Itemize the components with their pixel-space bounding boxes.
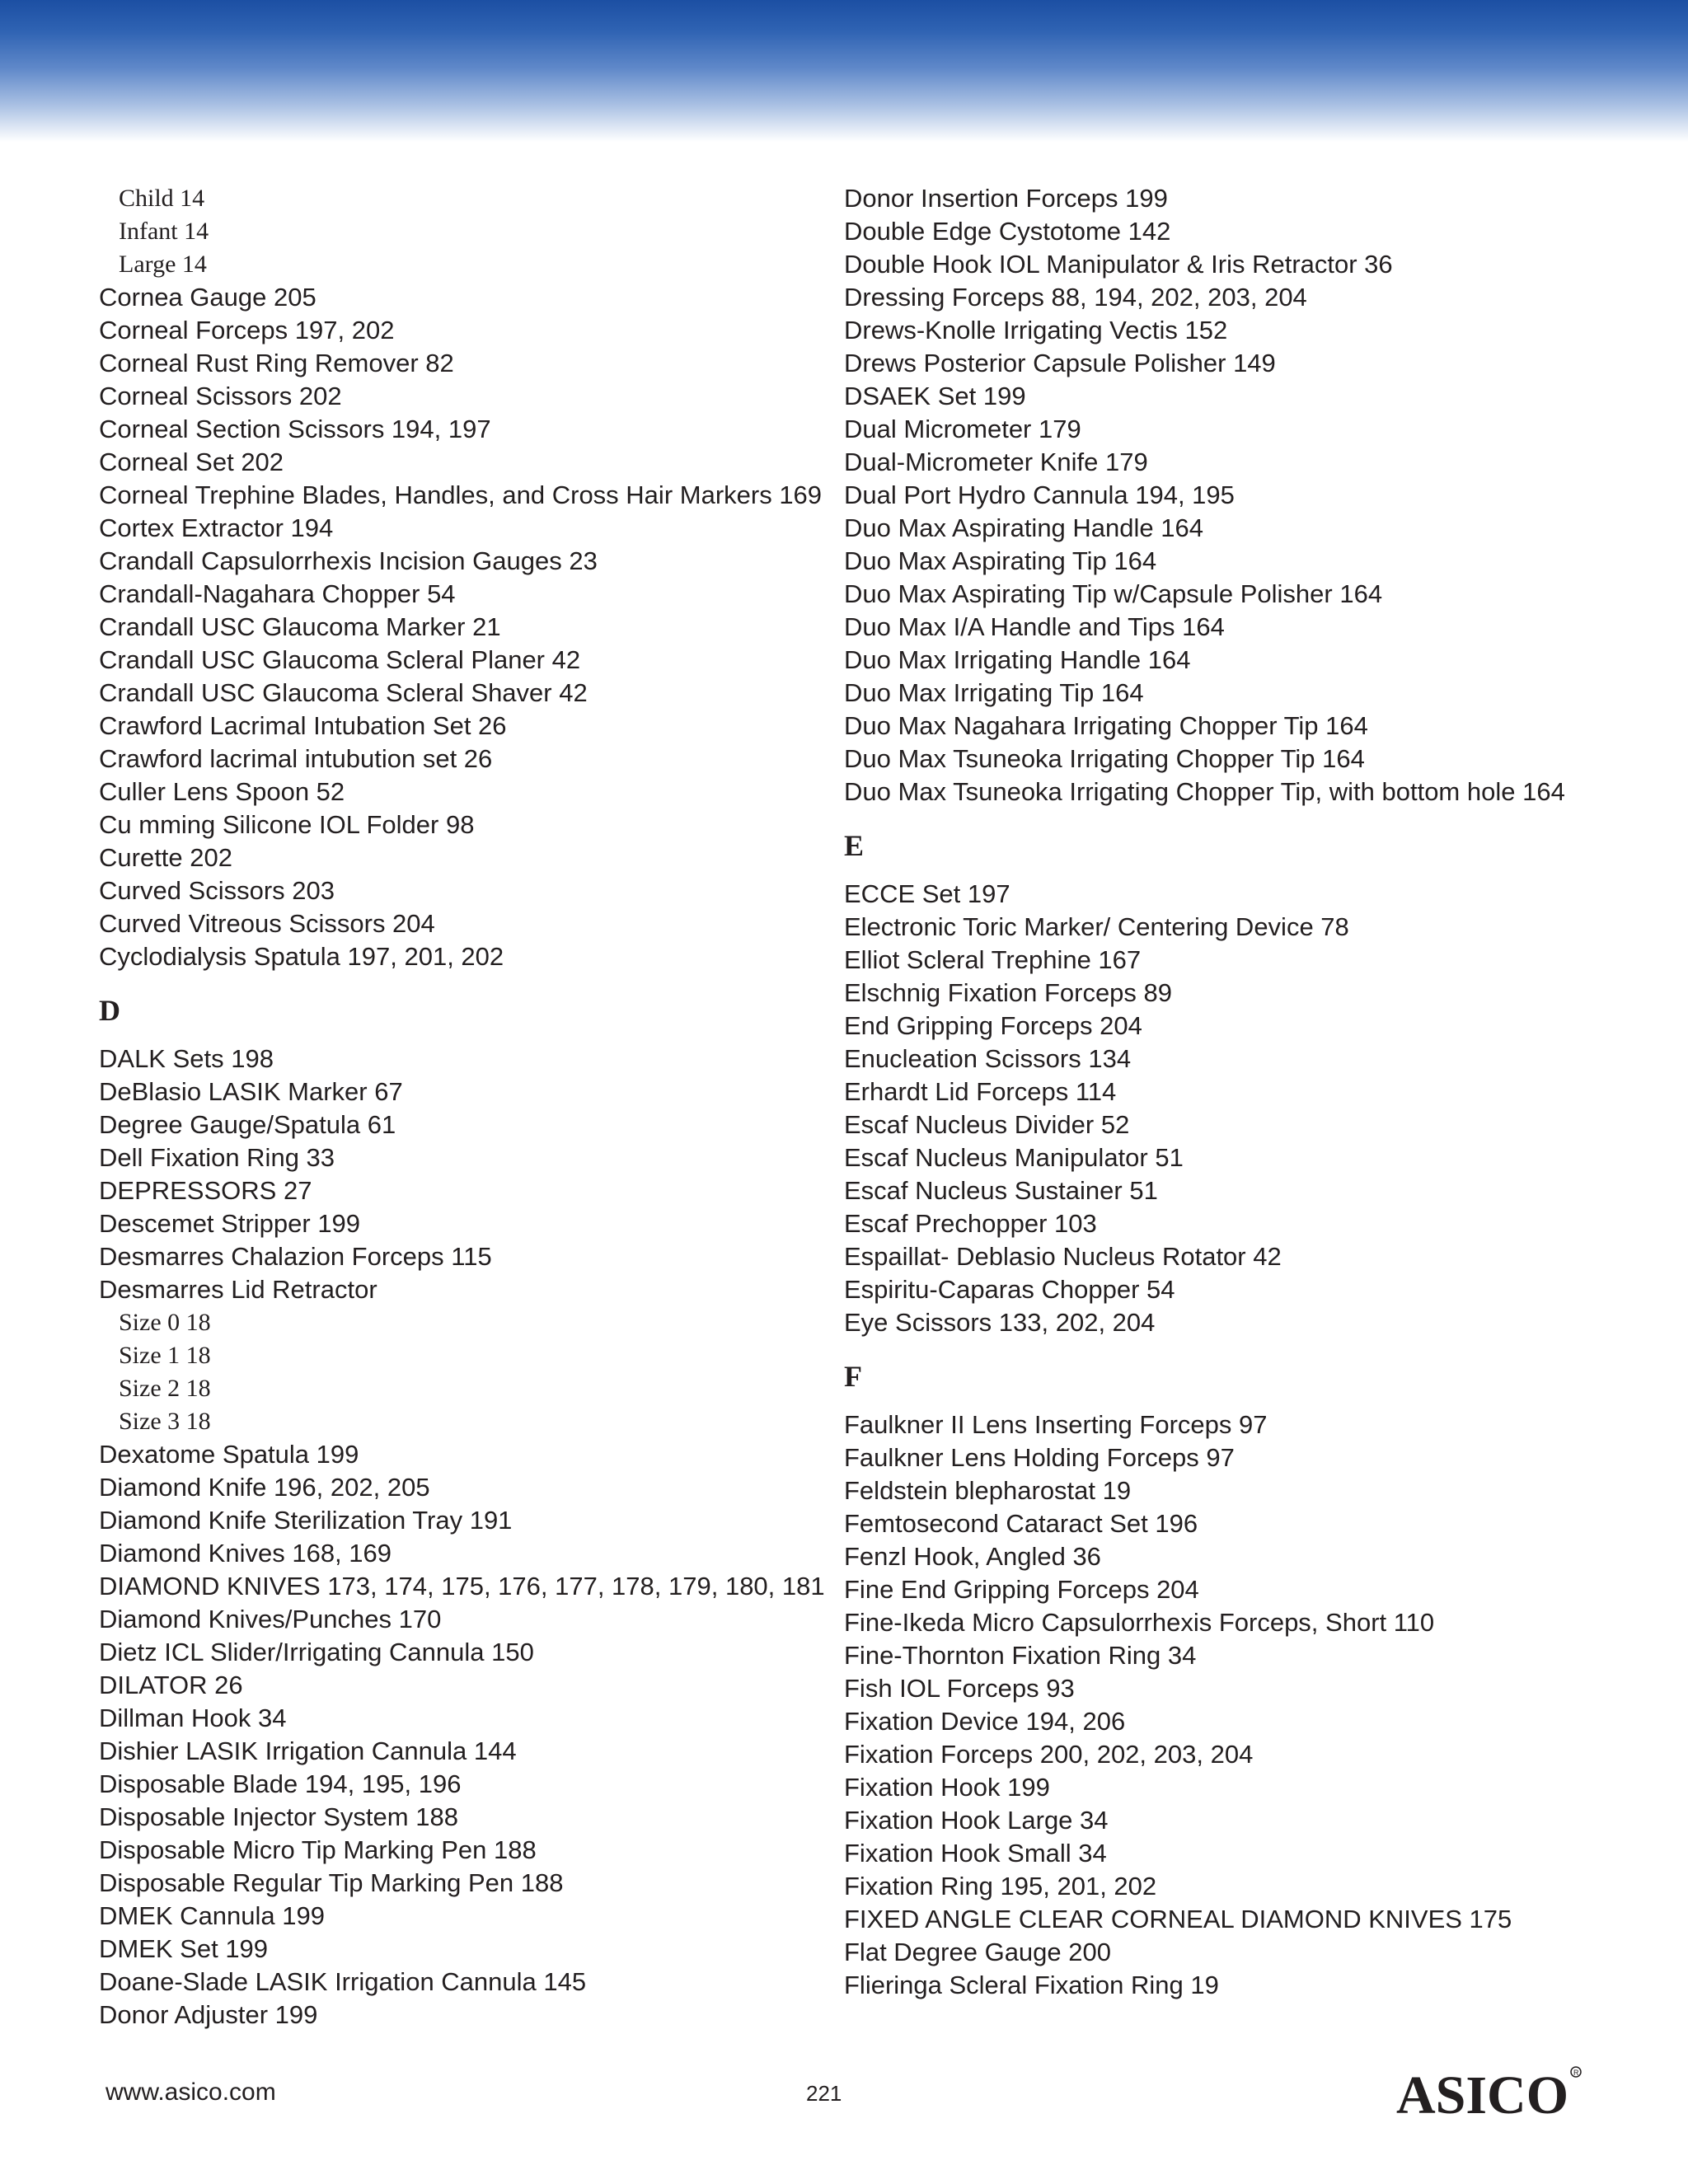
section-letter: F xyxy=(844,1360,862,1393)
index-entry: Fenzl Hook, Angled 36 xyxy=(844,1542,1101,1571)
logo-text: ASICO xyxy=(1396,2065,1569,2125)
index-entry: Fixation Hook Small 34 xyxy=(844,1839,1107,1868)
index-entry: Fixation Ring 195, 201, 202 xyxy=(844,1872,1157,1900)
index-entry: Diamond Knife 196, 202, 205 xyxy=(99,1473,430,1502)
index-entry: DEPRESSORS 27 xyxy=(99,1176,312,1205)
index-entry: Duo Max I/A Handle and Tips 164 xyxy=(844,612,1225,641)
index-entry: Cortex Extractor 194 xyxy=(99,513,334,542)
index-subentry: Child 14 xyxy=(119,185,205,212)
index-entry: Crandall USC Glaucoma Marker 21 xyxy=(99,612,501,641)
index-subentry: Size 1 18 xyxy=(119,1342,211,1369)
index-entry: Duo Max Aspirating Tip w/Capsule Polisher 164 xyxy=(844,579,1383,608)
index-entry: Duo Max Aspirating Tip 164 xyxy=(844,546,1157,575)
index-entry: Corneal Trephine Blades, Handles, and Cross Hair Markers 169 xyxy=(99,480,823,509)
index-entry: Escaf Nucleus Divider 52 xyxy=(844,1110,1130,1139)
asico-logo xyxy=(1393,2060,1582,2126)
index-entry: Desmarres Chalazion Forceps 115 xyxy=(99,1242,492,1271)
header-band xyxy=(0,0,1688,142)
index-subentry: Size 2 18 xyxy=(119,1375,211,1402)
index-entry: Fine End Gripping Forceps 204 xyxy=(844,1575,1199,1604)
index-entry: Fixation Hook Large 34 xyxy=(844,1806,1109,1835)
index-entry: Diamond Knives 168, 169 xyxy=(99,1539,392,1568)
index-entry: Corneal Rust Ring Remover 82 xyxy=(99,349,454,377)
index-entry: DMEK Cannula 199 xyxy=(99,1901,325,1930)
index-entry: Degree Gauge/Spatula 61 xyxy=(99,1110,396,1139)
index-entry: Espiritu-Caparas Chopper 54 xyxy=(844,1275,1175,1304)
index-entry: Corneal Section Scissors 194, 197 xyxy=(99,415,491,443)
index-entry: Faulkner II Lens Inserting Forceps 97 xyxy=(844,1410,1268,1439)
index-entry: DMEK Set 199 xyxy=(99,1934,269,1963)
index-subentry: Size 3 18 xyxy=(119,1408,211,1435)
index-entry: Dexatome Spatula 199 xyxy=(99,1440,359,1469)
index-entry: Donor Adjuster 199 xyxy=(99,2000,318,2029)
index-entry: Dietz ICL Slider/Irrigating Cannula 150 xyxy=(99,1638,534,1666)
index-entry: Corneal Set 202 xyxy=(99,448,284,476)
index-entry: Fine-Thornton Fixation Ring 34 xyxy=(844,1641,1197,1670)
index-entry: Duo Max Tsuneoka Irrigating Chopper Tip 164 xyxy=(844,744,1365,773)
index-entry: Culler Lens Spoon 52 xyxy=(99,777,345,806)
index-entry: Fixation Device 194, 206 xyxy=(844,1707,1126,1736)
index-entry: Cyclodialysis Spatula 197, 201, 202 xyxy=(99,942,504,971)
index-subentry: Size 0 18 xyxy=(119,1309,211,1336)
index-entry: Flat Degree Gauge 200 xyxy=(844,1938,1111,1966)
index-column-left xyxy=(99,182,824,2032)
index-entry: Fixation Forceps 200, 202, 203, 204 xyxy=(844,1740,1254,1769)
index-entry: Cornea Gauge 205 xyxy=(99,283,316,312)
index-entry: DSAEK Set 199 xyxy=(844,382,1026,410)
index-subentry: Infant 14 xyxy=(119,218,209,245)
page-number: 221 xyxy=(806,2081,842,2106)
index-entry: Disposable Blade 194, 195, 196 xyxy=(99,1769,462,1798)
index-entry: Duo Max Irrigating Handle 164 xyxy=(844,645,1191,674)
index-entry: Curved Vitreous Scissors 204 xyxy=(99,909,435,938)
index-entry: Duo Max Aspirating Handle 164 xyxy=(844,513,1203,542)
index-entry: Cu mming Silicone IOL Folder 98 xyxy=(99,810,475,839)
index-entry: Crandall USC Glaucoma Scleral Planer 42 xyxy=(99,645,581,674)
index-entry: Corneal Forceps 197, 202 xyxy=(99,316,395,344)
index-entry: Escaf Nucleus Sustainer 51 xyxy=(844,1176,1158,1205)
footer-url[interactable]: www.asico.com xyxy=(106,2079,276,2106)
index-entry: Diamond Knives/Punches 170 xyxy=(99,1605,442,1633)
index-entry: Crandall-Nagahara Chopper 54 xyxy=(99,579,456,608)
index-entry: Drews Posterior Capsule Polisher 149 xyxy=(844,349,1276,377)
index-entry: Drews-Knolle Irrigating Vectis 152 xyxy=(844,316,1228,344)
index-entry: DIAMOND KNIVES 173, 174, 175, 176, 177, 178, 179, 180, 181 xyxy=(99,1572,825,1601)
index-entry: FIXED ANGLE CLEAR CORNEAL DIAMOND KNIVES 175 xyxy=(844,1905,1512,1933)
index-entry: Femtosecond Cataract Set 196 xyxy=(844,1509,1198,1538)
index-entry: Fine-Ikeda Micro Capsulorrhexis Forceps, Short 110 xyxy=(844,1608,1435,1637)
index-entry: Electronic Toric Marker/ Centering Device 78 xyxy=(844,912,1349,941)
index-entry: Crandall Capsulorrhexis Incision Gauges 23 xyxy=(99,546,598,575)
index-entry: Dishier LASIK Irrigation Cannula 144 xyxy=(99,1736,517,1765)
index-entry: Dillman Hook 34 xyxy=(99,1704,287,1732)
index-entry: ECCE Set 197 xyxy=(844,879,1010,908)
index-entry: Crawford Lacrimal Intubation Set 26 xyxy=(99,711,507,740)
index-entry: Dual Port Hydro Cannula 194, 195 xyxy=(844,480,1235,509)
index-entry: Enucleation Scissors 134 xyxy=(844,1044,1132,1073)
index-entry: Disposable Injector System 188 xyxy=(99,1802,458,1831)
index-entry: Crawford lacrimal intubution set 26 xyxy=(99,744,493,773)
index-entry: Doane-Slade LASIK Irrigation Cannula 145 xyxy=(99,1967,587,1996)
index-entry: Diamond Knife Sterilization Tray 191 xyxy=(99,1506,513,1535)
index-entry: Fixation Hook 199 xyxy=(844,1773,1050,1802)
index-entry: Donor Insertion Forceps 199 xyxy=(844,184,1168,213)
index-entry: DALK Sets 198 xyxy=(99,1044,274,1073)
index-entry: Elliot Scleral Trephine 167 xyxy=(844,945,1142,974)
index-entry: Disposable Regular Tip Marking Pen 188 xyxy=(99,1868,564,1897)
section-letter: D xyxy=(99,994,120,1027)
index-entry: DILATOR 26 xyxy=(99,1671,243,1699)
index-entry: Double Hook IOL Manipulator & Iris Retractor 36 xyxy=(844,250,1393,279)
index-entry: Dual Micrometer 179 xyxy=(844,415,1081,443)
index-entry: Escaf Prechopper 103 xyxy=(844,1209,1097,1238)
index-entry: Dell Fixation Ring 33 xyxy=(99,1143,335,1172)
index-entry: Eye Scissors 133, 202, 204 xyxy=(844,1308,1156,1337)
index-subentry: Large 14 xyxy=(119,251,207,278)
index-entry: Crandall USC Glaucoma Scleral Shaver 42 xyxy=(99,678,588,707)
index-column-right xyxy=(844,182,1619,2002)
index-entry: Corneal Scissors 202 xyxy=(99,382,342,410)
index-entry: Dressing Forceps 88, 194, 202, 203, 204 xyxy=(844,283,1307,312)
index-entry: Duo Max Nagahara Irrigating Chopper Tip 164 xyxy=(844,711,1368,740)
index-entry: Erhardt Lid Forceps 114 xyxy=(844,1077,1117,1106)
index-entry: Duo Max Irrigating Tip 164 xyxy=(844,678,1144,707)
section-letter: E xyxy=(844,829,865,862)
index-entry: DeBlasio LASIK Marker 67 xyxy=(99,1077,403,1106)
svg-text:R: R xyxy=(1573,2069,1579,2077)
index-entry: Elschnig Fixation Forceps 89 xyxy=(844,978,1173,1007)
index-entry: Double Edge Cystotome 142 xyxy=(844,217,1171,246)
index-entry: Disposable Micro Tip Marking Pen 188 xyxy=(99,1835,537,1864)
index-entry: Flieringa Scleral Fixation Ring 19 xyxy=(844,1971,1219,1999)
index-entry: End Gripping Forceps 204 xyxy=(844,1011,1142,1040)
index-entry: Feldstein blepharostat 19 xyxy=(844,1476,1132,1505)
index-entry: Faulkner Lens Holding Forceps 97 xyxy=(844,1443,1235,1472)
index-entry: Dual-Micrometer Knife 179 xyxy=(844,448,1148,476)
index-entry: Desmarres Lid Retractor xyxy=(99,1275,377,1304)
index-entry: Escaf Nucleus Manipulator 51 xyxy=(844,1143,1184,1172)
index-entry: Fish IOL Forceps 93 xyxy=(844,1674,1075,1703)
index-entry: Descemet Stripper 199 xyxy=(99,1209,361,1238)
index-entry: Duo Max Tsuneoka Irrigating Chopper Tip, with bottom hole 164 xyxy=(844,777,1565,806)
index-entry: Espaillat- Deblasio Nucleus Rotator 42 xyxy=(844,1242,1282,1271)
index-entry: Curved Scissors 203 xyxy=(99,876,335,905)
index-entry: Curette 202 xyxy=(99,843,232,872)
